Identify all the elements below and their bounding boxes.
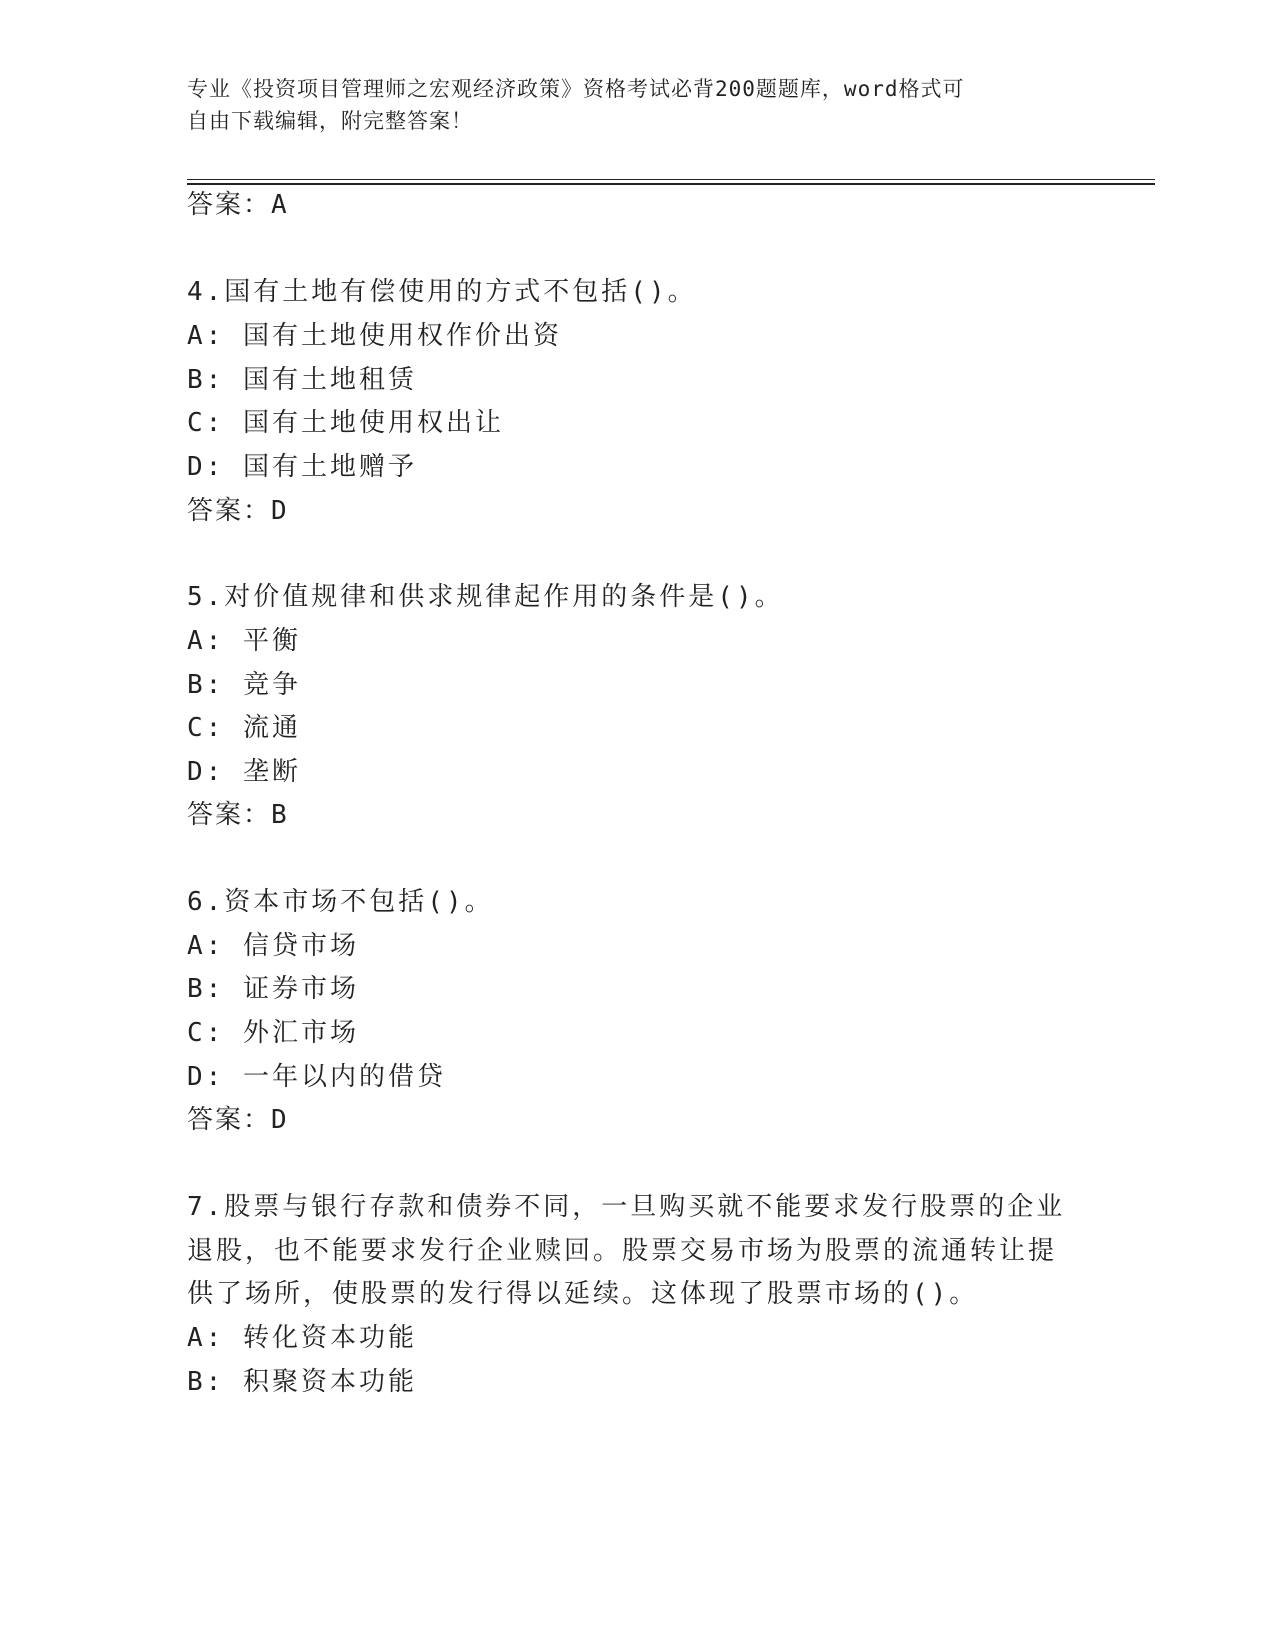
option-5c: C: 流通 <box>187 713 301 743</box>
option-6b: B: 证券市场 <box>187 974 359 1004</box>
header-line-1: 专业《投资项目管理师之宏观经济政策》资格考试必背200题题库，word格式可 <box>187 77 965 101</box>
option-4c: C: 国有土地使用权出让 <box>187 408 504 438</box>
answer-q5: 答案：B <box>187 800 289 830</box>
option-5b: B: 竞争 <box>187 670 301 700</box>
question-7-line-3: 供了场所，使股票的发行得以延续。这体现了股票市场的()。 <box>187 1279 979 1309</box>
option-6d: D: 一年以内的借贷 <box>187 1062 446 1092</box>
option-6c: C: 外汇市场 <box>187 1018 359 1048</box>
question-6: 6.资本市场不包括()。 <box>187 887 494 917</box>
option-4b: B: 国有土地租赁 <box>187 365 417 395</box>
header-divider-thick <box>187 183 1155 185</box>
option-5a: A: 平衡 <box>187 626 301 656</box>
option-7a: A: 转化资本功能 <box>187 1323 417 1353</box>
option-4a: A: 国有土地使用权作价出资 <box>187 321 562 351</box>
answer-q3: 答案：A <box>187 190 289 220</box>
option-6a: A: 信贷市场 <box>187 931 359 961</box>
question-4: 4.国有土地有偿使用的方式不包括()。 <box>187 277 697 307</box>
option-4d: D: 国有土地赠予 <box>187 452 417 482</box>
question-7-line-2: 退股，也不能要求发行企业赎回。股票交易市场为股票的流通转让提 <box>187 1236 1058 1266</box>
answer-q4: 答案：D <box>187 496 289 526</box>
header-divider-thin <box>187 179 1155 180</box>
answer-q6: 答案：D <box>187 1105 289 1135</box>
document-header <box>187 73 1067 137</box>
header-line-2: 自由下载编辑，附完整答案！ <box>187 109 473 133</box>
question-7-line-1: 7.股票与银行存款和债券不同，一旦购买就不能要求发行股票的企业 <box>187 1192 1066 1222</box>
question-5: 5.对价值规律和供求规律起作用的条件是()。 <box>187 582 784 612</box>
option-7b: B: 积聚资本功能 <box>187 1367 417 1397</box>
option-5d: D: 垄断 <box>187 757 301 787</box>
